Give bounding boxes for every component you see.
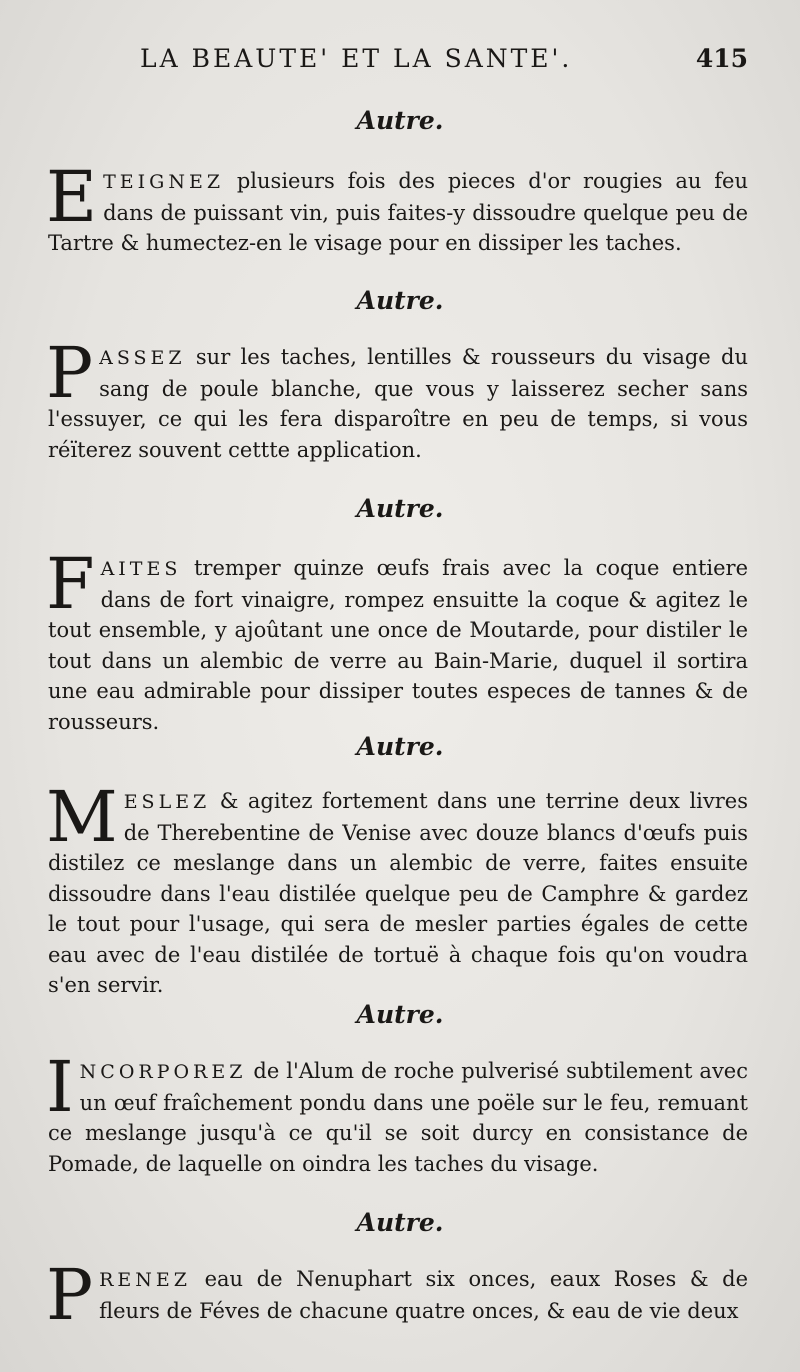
page-number: 415 [695, 44, 748, 73]
recipe-paragraph [46, 776, 748, 1001]
lead-word: RENEZ [99, 1269, 191, 1291]
drop-cap: P [46, 1254, 94, 1336]
drop-cap: I [46, 1046, 74, 1128]
recipe-paragraph [46, 1254, 748, 1336]
recipe-paragraph [46, 1046, 748, 1179]
section-heading: Autre. [356, 286, 444, 315]
paragraph-text: sur les taches, lentilles & rousseurs du visage du sang de poule blanche, que vous y laisserez secher sans l'essuyer, ce qui les fera disparoître en peu de temps, si vous réïterez souvent cettte application. [48, 345, 748, 462]
paragraph-text: & agitez fortement dans une terrine deux livres de Therebentine de Venise avec douze blancs d'œufs puis distilez ce meslange dans un alembic de verre, faites ensuite dissoudre dans l'eau distilée quelque peu de Camphre & gardez le tout pour l'usage, qui sera de mesler parties égales de cette eau avec de l'eau distilée de tortuë à chaque fois qu'on voudra s'en servir. [48, 789, 748, 997]
paragraph-text: eau de Nenuphart six onces, eaux Roses & de fleurs de Féves de chacune quatre onces, & eau de vie deux [99, 1267, 748, 1323]
drop-cap: E [46, 156, 98, 238]
section-heading: Autre. [356, 1208, 444, 1237]
recipe-paragraph [46, 543, 748, 737]
lead-word: ESLEZ [123, 791, 211, 813]
paragraph-text: tremper quinze œufs frais avec la coque entiere dans de fort vinaigre, rompez ensuitte la coque & agitez le tout ensemble, y ajoûtant une once de Moutarde, pour distiler le tout dans un alembic de verre au Bain-Marie, duquel il sortira une eau admirable pour dissiper toutes especes de tannes & de rousseurs. [48, 556, 748, 734]
section-heading: Autre. [356, 1000, 444, 1029]
section-heading: Autre. [356, 106, 444, 135]
drop-cap: M [46, 776, 118, 858]
lead-word: NCORPOREZ [79, 1061, 247, 1083]
recipe-paragraph [46, 332, 748, 465]
drop-cap: F [46, 543, 95, 625]
section-heading: Autre. [356, 494, 444, 523]
running-head [140, 44, 748, 84]
lead-word: ASSEZ [99, 347, 186, 369]
lead-word: TEIGNEZ [103, 171, 225, 193]
drop-cap: P [46, 332, 94, 414]
paragraph-text: plusieurs fois des pieces d'or rougies au feu dans de puissant vin, puis faites-y dissoudre quelque peu de Tartre & humectez-en le visage pour en dissiper les taches. [48, 169, 748, 255]
running-title: LA BEAUTE' ET LA SANTE'. [140, 44, 573, 73]
section-heading: Autre. [356, 732, 444, 761]
recipe-paragraph [46, 156, 748, 259]
paragraph-text: de l'Alum de roche pulverisé subtilement avec un œuf fraîchement pondu dans une poële sur le feu, remuant ce meslange jusqu'à ce qu'il se soit durcy en consistance de Pomade, de laquelle on oindra les taches du visage. [48, 1059, 748, 1176]
lead-word: AITES [100, 558, 182, 580]
